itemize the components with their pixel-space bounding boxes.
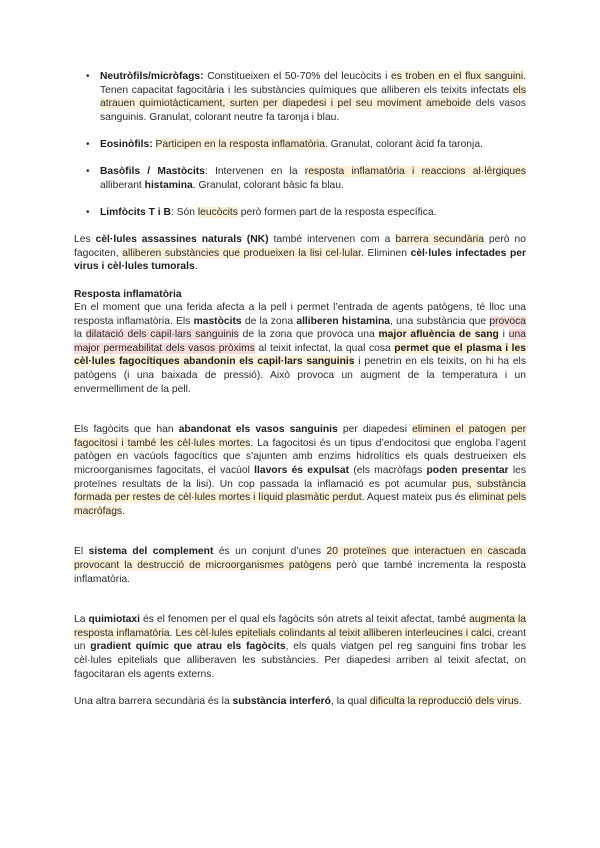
text-run: cèl·lules infectades per virus i cèl·lules tumorals <box>74 247 527 273</box>
leukocyte-list <box>74 70 526 220</box>
cell-type-name: Basòfils / Mastòcits <box>100 166 205 178</box>
text-run: . La fagocitosi és un tipus d’endocitosi que engloba l’agent patògen en vacúols fagocítics que s’ajunten amb enzims hidrolítics els quals destrueixen els microorganismes fagocitats, el vacúol <box>74 437 526 477</box>
text-run: al teixit infectat, la qual cosa <box>254 342 395 354</box>
text-run: permet que el plasma i les cèl·lules fagocítiques abandonin els capil·lars sanguinis <box>74 342 526 368</box>
text-run: poden presentar <box>426 465 509 477</box>
chemotaxis-paragraph <box>74 613 526 681</box>
text-run: dels vasos sanguinis. Granulat, colorant neutre fa taronja i blau. <box>100 98 526 123</box>
segments <box>171 207 437 218</box>
text-run: (els macròfags <box>349 465 427 477</box>
text-run: gradient químic que atrau els fagòcits <box>90 641 286 653</box>
text-run: les proteïnes resultats de la lisi). Un cop passada la inflamació es pot acumular <box>74 465 526 490</box>
text-run: sistema del complement <box>88 546 214 558</box>
text-run: alliberen histamina <box>296 315 390 327</box>
text-run: i penetrin en els teixits, on hi ha els patògens (i una baixada de pressió). Això provoca un augment de la temperatura i un envermelliment de la pell. <box>74 356 526 395</box>
text-run: alliberen substàncies que produeixen la lisi cel·lular <box>122 247 361 259</box>
text-run: cèl·lules assassines naturals (NK) <box>95 234 269 246</box>
text-run: El <box>74 546 89 558</box>
text-run: però formen part de la resposta específica. <box>237 206 437 218</box>
text-run: pus, substància formada per restes de cèl·lules mortes i líquid plasmàtic perdut <box>74 478 526 504</box>
segments <box>153 139 483 150</box>
text-run: eliminat pels macròfags <box>74 492 526 517</box>
list-item <box>82 138 526 152</box>
text-run: és un conjunt d’unes <box>213 546 327 558</box>
list-item <box>82 70 526 124</box>
text-run: però que també incrementa la resposta inflamatòria. <box>74 560 527 585</box>
text-run: . Aquest mateix pus és <box>361 492 469 504</box>
text-run: , creant un <box>74 627 527 653</box>
cell-type-name: Eosinòfils: <box>100 138 153 150</box>
text-run: és el fenomen per el qual els fagòcits són atrets al teixit afectat, també <box>139 614 470 626</box>
text-run: histamina <box>144 179 193 191</box>
text-run: alliberant <box>100 179 145 191</box>
text-run: . Tenen capacitat fagocitària i les substàncies químiques que alliberen els teixits infectats <box>100 71 526 96</box>
text-run: provoca <box>489 315 526 327</box>
text-run: . <box>194 261 198 273</box>
cell-type-name: Neutròfils/micròfags: <box>100 71 204 82</box>
document-page <box>74 70 526 708</box>
inflammatory-heading: Resposta inflamatòria <box>74 288 182 300</box>
text-run: major afluència de sang <box>378 329 499 341</box>
text-run: de la zona <box>241 315 297 327</box>
phagocytes-paragraph <box>74 423 526 518</box>
text-run: Els fagòcits que han <box>74 424 179 436</box>
text-run: . <box>518 695 522 707</box>
text-run: : Són <box>170 206 198 218</box>
text-run: de la zona que provoca una <box>238 329 379 341</box>
text-run: una major permeabilitat dels vasos pròxims <box>74 329 526 354</box>
inflammatory-paragraph <box>74 301 526 396</box>
interferon-paragraph <box>74 695 526 709</box>
text-run: per diapedesi <box>337 424 413 436</box>
text-run: : Intervenen en la <box>204 166 305 178</box>
text-run: , una substància que <box>389 315 490 327</box>
text-run: Les <box>74 234 96 246</box>
text-run: . <box>169 627 176 639</box>
text-run: eliminen el patogen per fagocitosi i també les cèl·lules mortes <box>74 424 526 449</box>
text-run: , els quals viatgen pel reg sanguini fins trobar les cèl·lules epitelials que alliberaven les substàncies. Per diapedesi arriben al teixit afectat, on fagocitaran els agents externs. <box>74 641 526 680</box>
text-run: . Granulat, colorant àcid fa taronja. <box>324 138 483 150</box>
text-run: En el moment que una ferida afecta a la pell i permet l’entrada de agents patògens, té lloc una resposta inflamatòria. Els <box>74 302 526 327</box>
text-run: Constitueixen el 50-70% del leucòcits i <box>203 71 392 82</box>
complement-paragraph <box>74 545 526 586</box>
text-run: dificulta la reproducció dels virus <box>369 695 519 707</box>
text-run: augmenta la resposta inflamatòria <box>74 614 526 639</box>
text-run: llavors és expulsat <box>254 465 350 477</box>
text-run: la <box>74 329 86 341</box>
text-run: i <box>498 329 509 341</box>
text-run: Les cèl·lules epitelials colindants al teixit alliberen interleucines i calci <box>175 627 492 639</box>
text-run: 20 proteïnes que interactuen en cascada provocant la destrucció de microorganismes patògens <box>74 546 526 571</box>
text-run: dilatació dels capil·lars sanguinis <box>85 329 239 341</box>
text-run: quimiotaxi <box>88 614 140 626</box>
text-run: Una altra barrera secundària és la <box>74 695 233 707</box>
text-run: mastòcits <box>193 315 242 327</box>
cell-type-name: Limfòcits T i B <box>100 206 171 218</box>
list-item <box>82 165 526 192</box>
text-run: . Granulat, colorant bàsic fa blau. <box>192 179 344 191</box>
text-run: substància interferó <box>232 695 331 707</box>
text-run: , la qual <box>330 695 370 707</box>
text-run: però no fagociten, <box>74 234 526 259</box>
text-run: leucòcits <box>197 206 238 218</box>
text-run: La <box>74 614 89 626</box>
list-item <box>82 206 526 220</box>
text-run: . <box>122 505 125 517</box>
text-run: barrera secundària <box>395 234 484 246</box>
text-run: els atrauen quimiotàcticament, surten per diapedesi i pel seu moviment ameboide <box>100 84 526 110</box>
text-run: també intervenen com a <box>268 234 396 246</box>
text-run: es troben en el flux sanguini <box>391 71 524 82</box>
text-run: resposta inflamatòria i reaccions al·lèrgiques <box>304 166 526 178</box>
text-run: . Eliminen <box>360 247 411 259</box>
text-run: abandonat els vasos sanguinis <box>178 424 338 436</box>
nk-paragraph <box>74 233 526 274</box>
text-run: Participen en la resposta inflamatòria <box>155 138 325 150</box>
